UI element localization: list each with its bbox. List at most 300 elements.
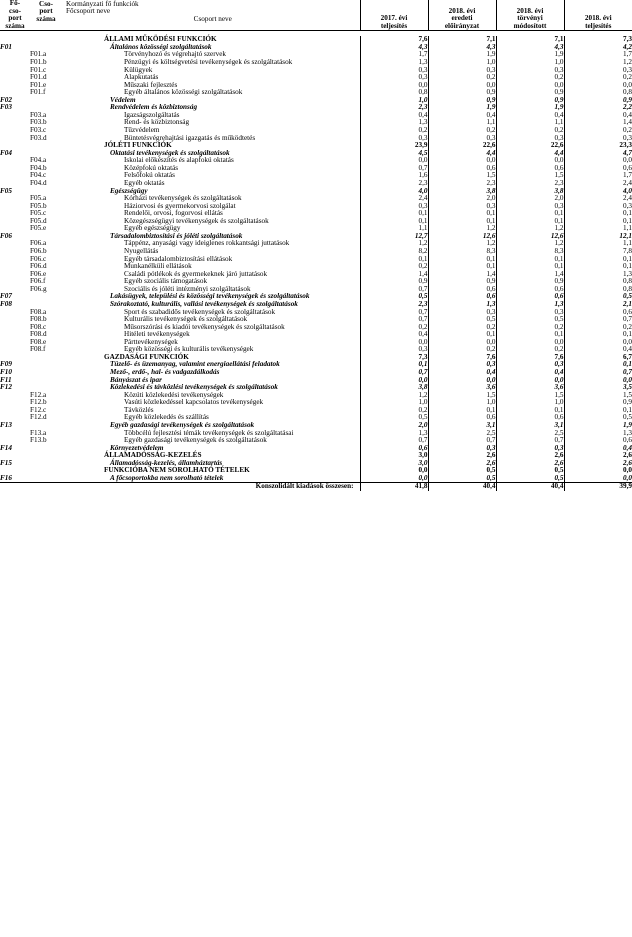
row-value-1: 1,2 [360, 392, 428, 400]
row-cso-code: F04.c [30, 171, 47, 180]
header-col-3-line-3: módosított [513, 21, 547, 30]
row-value-2: 0,3 [428, 203, 496, 211]
row-cso-code: F13.a [30, 428, 47, 437]
row-value-1: 0,7 [360, 316, 428, 324]
row-value-1: 1,0 [360, 97, 428, 105]
row-fo-code [0, 74, 30, 82]
header-fo-line-3: port [8, 14, 22, 23]
row-fo-code [0, 392, 30, 400]
row-value-1: 7,6 [360, 36, 428, 44]
row-value-2: 0,4 [428, 369, 496, 377]
row-value-3: 1,0 [496, 59, 564, 67]
row-value-4: 1,9 [564, 422, 632, 430]
row-value-1: 3,8 [360, 384, 428, 392]
row-cso-code: F05.c [30, 209, 47, 218]
row-label: Közegészségügyi tevékenységek és szolgáltatások [124, 216, 269, 225]
row-value-4: 0,3 [564, 135, 632, 143]
row-value-3: 1,9 [496, 51, 564, 59]
row-value-2: 0,3 [428, 309, 496, 317]
row-label: A főcsoportokba nem sorolható tételek [110, 473, 224, 482]
row-label: Háziorvosi és gyermekorvosi szolgálat [124, 201, 236, 210]
row-cso-code: F04.a [30, 156, 47, 165]
row-label: Külügyek [124, 65, 153, 74]
row-fo-code [0, 316, 30, 324]
row-value-4: 0,0 [564, 377, 632, 385]
table-row [0, 278, 632, 286]
table-row [0, 180, 632, 188]
row-value-1: 1,4 [360, 271, 428, 279]
row-value-1: 0,3 [360, 135, 428, 143]
row-value-1: 0,3 [360, 203, 428, 211]
header-col-2017-teljesites [360, 0, 428, 31]
table-row [0, 354, 632, 362]
row-value-2: 0,1 [428, 331, 496, 339]
table-row [0, 225, 632, 233]
row-value-3: 0,1 [496, 210, 564, 218]
table-row [0, 210, 632, 218]
row-value-2: 0,9 [428, 97, 496, 105]
row-cso-code: F05.a [30, 194, 47, 203]
row-value-2: 0,6 [428, 293, 496, 301]
row-label: Bányászat és ipar [110, 375, 162, 384]
row-value-4: 0,2 [564, 324, 632, 332]
row-value-4: 0,5 [564, 414, 632, 422]
row-value-4: 12,1 [564, 233, 632, 241]
row-value-2: 1,9 [428, 51, 496, 59]
row-value-3: 0,3 [496, 135, 564, 143]
row-value-3: 0,1 [496, 263, 564, 271]
row-value-1: 8,2 [360, 248, 428, 256]
row-value-2: 0,0 [428, 377, 496, 385]
row-value-3: 0,6 [496, 414, 564, 422]
table-row [0, 256, 632, 264]
row-value-1: 0,4 [360, 331, 428, 339]
row-cso-code [30, 377, 62, 385]
table-row [0, 445, 632, 453]
row-value-4: 2,6 [564, 460, 632, 468]
row-value-4: 1,7 [564, 172, 632, 180]
table-row [0, 407, 632, 415]
row-fo-code [0, 51, 30, 59]
row-label: Egyéb általános közösségi szolgáltatások [124, 88, 243, 97]
table-row [0, 414, 632, 422]
row-cso-code: F03.c [30, 126, 47, 134]
row-label: Sport és szabadidős tevékenységek és szolgáltatások [124, 307, 276, 316]
row-label: Alapkutatás [124, 73, 159, 82]
row-value-4: 0,9 [564, 399, 632, 407]
row-value-3: 0,5 [496, 475, 564, 483]
row-label: Közlekedési és távközlési tevékenységek és szolgáltatások [110, 383, 278, 392]
row-value-1: 0,1 [360, 256, 428, 264]
header-col-4-line-1: 2018. évi [584, 14, 612, 23]
table-row [0, 104, 632, 112]
row-value-4: 0,1 [564, 407, 632, 415]
header-fo-line-2: cso- [9, 6, 21, 15]
table-row [0, 51, 632, 59]
row-label: Családi pótlékok és gyermekeknek járó juttatások [124, 269, 268, 278]
row-cso-code: F12.b [30, 398, 47, 407]
total-value-1: 41,8 [360, 483, 428, 491]
row-value-4: 0,7 [564, 316, 632, 324]
row-value-2: 7,6 [428, 354, 496, 362]
row-label: Műsorszórási és kiadói tevékenységek és szolgáltatások [124, 322, 285, 331]
row-cso-code [30, 361, 62, 369]
row-value-2: 0,2 [428, 324, 496, 332]
row-value-1: 0,0 [360, 339, 428, 347]
row-value-2: 0,3 [428, 67, 496, 75]
header-cso-column [30, 0, 62, 31]
header-name-line-2: Főcsoport neve [66, 7, 111, 16]
row-value-4: 0,4 [564, 445, 632, 453]
row-value-4: 0,9 [564, 97, 632, 105]
row-value-2: 1,0 [428, 399, 496, 407]
row-value-1: 0,7 [360, 165, 428, 173]
row-fo-code: F11 [0, 375, 12, 384]
row-cso-code [30, 36, 62, 44]
row-cso-code [30, 142, 62, 150]
row-cso-code: F13.b [30, 436, 47, 445]
row-fo-code [0, 67, 30, 75]
row-value-4: 0,7 [564, 369, 632, 377]
row-value-2: 0,1 [428, 407, 496, 415]
row-fo-code [0, 263, 30, 271]
row-label: Egyéb közösségi és kulturális tevékenységek [124, 345, 254, 354]
row-value-1: 0,2 [360, 324, 428, 332]
row-value-3: 2,6 [496, 460, 564, 468]
row-value-1: 2,3 [360, 104, 428, 112]
table-row [0, 399, 632, 407]
row-value-2: 0,3 [428, 361, 496, 369]
table-row [0, 157, 632, 165]
row-value-3: 0,5 [496, 316, 564, 324]
row-value-1: 0,0 [360, 467, 428, 475]
row-value-4: 1,7 [564, 51, 632, 59]
row-value-3: 0,1 [496, 407, 564, 415]
row-label: Nyugellátás [124, 247, 159, 255]
row-value-3: 1,2 [496, 225, 564, 233]
total-value-2: 40,4 [428, 483, 496, 491]
row-value-4: 0,0 [564, 82, 632, 90]
row-fo-code: F09 [0, 360, 12, 369]
table-row [0, 142, 632, 150]
row-label: Egyéb gazdasági tevékenységek és szolgáltatások [110, 420, 255, 429]
row-value-2: 0,2 [428, 127, 496, 135]
header-cso-line-1: Cso- [39, 0, 53, 8]
row-value-3: 22,6 [496, 142, 564, 150]
row-value-4: 7,8 [564, 248, 632, 256]
row-value-1: 1,2 [360, 240, 428, 248]
row-value-2: 0,9 [428, 278, 496, 286]
row-value-4: 4,0 [564, 188, 632, 196]
row-value-1: 3,0 [360, 460, 428, 468]
table-row [0, 339, 632, 347]
row-value-3: 1,2 [496, 240, 564, 248]
row-label: ÁLLAMI MŰKÖDÉSI FUNKCIÓK [104, 35, 217, 44]
row-label: Oktatási tevékenységek és szolgáltatások [110, 148, 230, 157]
row-value-2: 8,3 [428, 248, 496, 256]
row-cso-code [30, 475, 62, 483]
table-row [0, 82, 632, 90]
row-value-4: 4,7 [564, 150, 632, 158]
row-cso-code: F05.b [30, 201, 47, 210]
table-row [0, 59, 632, 67]
row-value-3: 4,3 [496, 44, 564, 52]
row-fo-code [0, 218, 30, 226]
row-value-4: 0,8 [564, 278, 632, 286]
row-fo-code: F05 [0, 186, 12, 195]
table-row [0, 172, 632, 180]
row-value-4: 6,7 [564, 354, 632, 362]
row-value-1: 0,3 [360, 74, 428, 82]
row-value-4: 2,1 [564, 301, 632, 309]
table-row [0, 218, 632, 226]
row-fo-code [0, 203, 30, 211]
row-value-4: 0,2 [564, 74, 632, 82]
row-value-2: 2,6 [428, 460, 496, 468]
row-fo-code [0, 331, 30, 339]
row-label: Államadósság-kezelés, államháztartás [110, 458, 223, 467]
row-value-2: 0,1 [428, 256, 496, 264]
row-fo-code [0, 127, 30, 135]
row-label: ÁLLAMADÓSSÁG-KEZELÉS [104, 451, 202, 460]
row-value-4: 0,6 [564, 165, 632, 173]
row-label: Védelem [110, 95, 136, 104]
row-value-1: 7,3 [360, 354, 428, 362]
row-value-2: 1,3 [428, 301, 496, 309]
row-value-2: 0,0 [428, 339, 496, 347]
row-value-2: 0,7 [428, 437, 496, 445]
row-fo-code [0, 119, 30, 127]
row-cso-code: F05.d [30, 216, 47, 225]
row-cso-code: F03.b [30, 118, 47, 127]
table-header [0, 0, 632, 31]
row-cso-code: F06.a [30, 239, 47, 248]
row-cso-code: F03.a [30, 110, 47, 119]
row-value-3: 0,9 [496, 89, 564, 97]
row-value-3: 7,1 [496, 36, 564, 44]
table-row [0, 384, 632, 392]
row-label: Tüzelő- és üzemanyag, valamint energiaellátási feladatok [110, 360, 280, 369]
row-value-1: 0,1 [360, 210, 428, 218]
row-value-1: 3,0 [360, 452, 428, 460]
row-cso-code [30, 369, 62, 377]
row-label: Általános közösségi szolgáltatások [110, 42, 212, 51]
row-cso-code: F06.f [30, 277, 46, 286]
row-cso-code: F03.d [30, 133, 47, 142]
table-row [0, 361, 632, 369]
row-value-4: 0,5 [564, 293, 632, 301]
row-value-4: 23,3 [564, 142, 632, 150]
row-value-3: 2,5 [496, 430, 564, 438]
row-value-1: 4,3 [360, 44, 428, 52]
row-value-2: 1,2 [428, 225, 496, 233]
header-fo-line-1: Fő- [9, 0, 21, 7]
row-cso-code: F06.e [30, 269, 47, 278]
row-label: Közúti közlekedési tevékenységek [124, 390, 224, 399]
row-value-2: 0,2 [428, 74, 496, 82]
row-value-4: 2,6 [564, 452, 632, 460]
row-fo-code [0, 82, 30, 90]
row-label: Egyéb gazdasági tevékenységek és szolgáltatások [124, 436, 267, 445]
header-cso-line-3: száma [36, 14, 56, 23]
row-cso-code: F06.g [30, 284, 47, 293]
row-value-2: 0,5 [428, 316, 496, 324]
row-fo-code [0, 271, 30, 279]
row-cso-code: F04.b [30, 163, 47, 172]
table-row [0, 437, 632, 445]
table-row [0, 460, 632, 468]
header-col-2-line-2: eredeti [451, 14, 473, 23]
row-value-2: 0,3 [428, 135, 496, 143]
row-value-4: 0,2 [564, 127, 632, 135]
row-value-4: 0,8 [564, 89, 632, 97]
row-label: Kulturális tevékenységek és szolgáltatások [124, 315, 248, 324]
row-value-4: 1,1 [564, 225, 632, 233]
row-label: FUNKCIÓBA NEM SOROLHATÓ TÉTELEK [104, 466, 250, 475]
row-label: Rendvédelem és közbiztonság [110, 103, 198, 112]
row-fo-code [0, 135, 30, 143]
row-value-1: 0,0 [360, 82, 428, 90]
row-value-4: 0,6 [564, 309, 632, 317]
header-col-3-line-1: 2018. évi [516, 6, 544, 15]
row-label: Törvényhozó és végrehajtó szervek [124, 50, 226, 59]
row-label: Tűzvédelem [124, 126, 160, 134]
row-label: Szórakoztató, kulturális, vallási tevékenységek és szolgáltatások [110, 299, 298, 308]
row-value-3: 0,2 [496, 346, 564, 354]
row-cso-code: F06.d [30, 262, 47, 271]
row-fo-code [0, 278, 30, 286]
row-value-1: 0,0 [360, 475, 428, 483]
row-fo-code [0, 339, 30, 347]
row-value-3: 2,0 [496, 195, 564, 203]
row-fo-code: F13 [0, 420, 12, 429]
row-value-2: 0,6 [428, 414, 496, 422]
row-value-3: 0,4 [496, 369, 564, 377]
row-value-3: 1,3 [496, 301, 564, 309]
header-col-1-line-1: 2017. évi [380, 14, 408, 23]
table-row [0, 36, 632, 44]
row-value-3: 0,2 [496, 324, 564, 332]
row-value-4: 0,0 [564, 157, 632, 165]
row-label: Műszaki fejlesztés [124, 80, 178, 89]
row-value-1: 0,3 [360, 346, 428, 354]
row-value-4: 0,1 [564, 361, 632, 369]
row-value-4: 0,1 [564, 256, 632, 264]
row-value-4: 0,3 [564, 67, 632, 75]
row-cso-code: F04.d [30, 178, 47, 187]
table-row [0, 324, 632, 332]
row-value-4: 0,8 [564, 286, 632, 294]
header-col-2-line-1: 2018. évi [448, 6, 476, 15]
table-row [0, 195, 632, 203]
row-value-2: 3,6 [428, 384, 496, 392]
row-fo-code: F01 [0, 42, 12, 51]
table-row [0, 309, 632, 317]
row-value-4: 7,3 [564, 36, 632, 44]
table-row [0, 369, 632, 377]
row-value-1: 0,0 [360, 157, 428, 165]
table-row [0, 44, 632, 52]
row-value-4: 0,1 [564, 331, 632, 339]
row-label: Távközlés [124, 405, 154, 414]
row-value-4: 0,0 [564, 475, 632, 483]
table-row [0, 271, 632, 279]
row-label: Pénzügyi és költségvetési tevékenységek és szolgáltatások [124, 57, 293, 66]
row-value-3: 2,3 [496, 180, 564, 188]
row-value-3: 0,0 [496, 157, 564, 165]
row-value-4: 1,1 [564, 240, 632, 248]
row-fo-code [0, 157, 30, 165]
row-label: Mező-, erdő-, hal- és vadgazdálkodás [110, 368, 220, 376]
header-fo-line-4: száma [5, 21, 25, 30]
row-value-4: 4,2 [564, 44, 632, 52]
row-value-3: 1,5 [496, 392, 564, 400]
row-value-2: 0,3 [428, 445, 496, 453]
row-value-2: 3,8 [428, 188, 496, 196]
header-cso-line-2: port [39, 7, 53, 16]
row-fo-code: F03 [0, 103, 12, 112]
row-value-3: 4,4 [496, 150, 564, 158]
row-label: Igazságszolgáltatás [124, 110, 180, 119]
row-fo-code: F15 [0, 458, 12, 467]
row-value-4: 0,0 [564, 339, 632, 347]
table-row [0, 377, 632, 385]
row-cso-code: F01.b [30, 57, 47, 66]
table-row [0, 392, 632, 400]
row-value-1: 2,0 [360, 422, 428, 430]
row-label: Kórházi tevékenységek és szolgáltatások [124, 194, 242, 203]
row-value-1: 0,1 [360, 218, 428, 226]
row-value-2: 1,0 [428, 59, 496, 67]
row-fo-code [0, 240, 30, 248]
table-row [0, 188, 632, 196]
row-value-2: 1,9 [428, 104, 496, 112]
row-label: Iskolai előkészítés és alapfokú oktatás [124, 156, 234, 165]
table-body [0, 31, 632, 491]
row-value-3: 1,9 [496, 104, 564, 112]
row-value-3: 7,6 [496, 354, 564, 362]
row-value-2: 4,3 [428, 44, 496, 52]
row-value-4: 0,4 [564, 112, 632, 120]
row-value-2: 0,2 [428, 346, 496, 354]
row-value-1: 0,5 [360, 293, 428, 301]
row-value-4: 1,4 [564, 119, 632, 127]
row-value-2: 2,6 [428, 452, 496, 460]
row-value-3: 12,6 [496, 233, 564, 241]
row-cso-code: F01.c [30, 65, 47, 74]
row-cso-code: F12.c [30, 405, 47, 414]
row-label: Társadalombiztosítási és jóléti szolgáltatások [110, 231, 243, 240]
header-name-column [62, 0, 360, 31]
row-value-2: 0,0 [428, 82, 496, 90]
row-value-1: 0,7 [360, 437, 428, 445]
row-fo-code [0, 399, 30, 407]
row-value-2: 1,1 [428, 119, 496, 127]
row-value-2: 0,0 [428, 157, 496, 165]
row-value-1: 1,3 [360, 430, 428, 438]
row-label: Lakásügyek, települési és közösségi tevékenységek és szolgáltatások [110, 292, 310, 301]
row-value-3: 0,0 [496, 82, 564, 90]
row-cso-code [30, 293, 62, 301]
row-value-2: 1,2 [428, 240, 496, 248]
row-cso-code: F08.c [30, 322, 47, 331]
row-value-4: 3,5 [564, 384, 632, 392]
row-value-1: 0,6 [360, 445, 428, 453]
row-cso-code [30, 460, 62, 468]
row-label: Egyéb közlekedés és szállítás [124, 413, 209, 422]
row-value-1: 0,7 [360, 369, 428, 377]
row-value-2: 0,1 [428, 263, 496, 271]
